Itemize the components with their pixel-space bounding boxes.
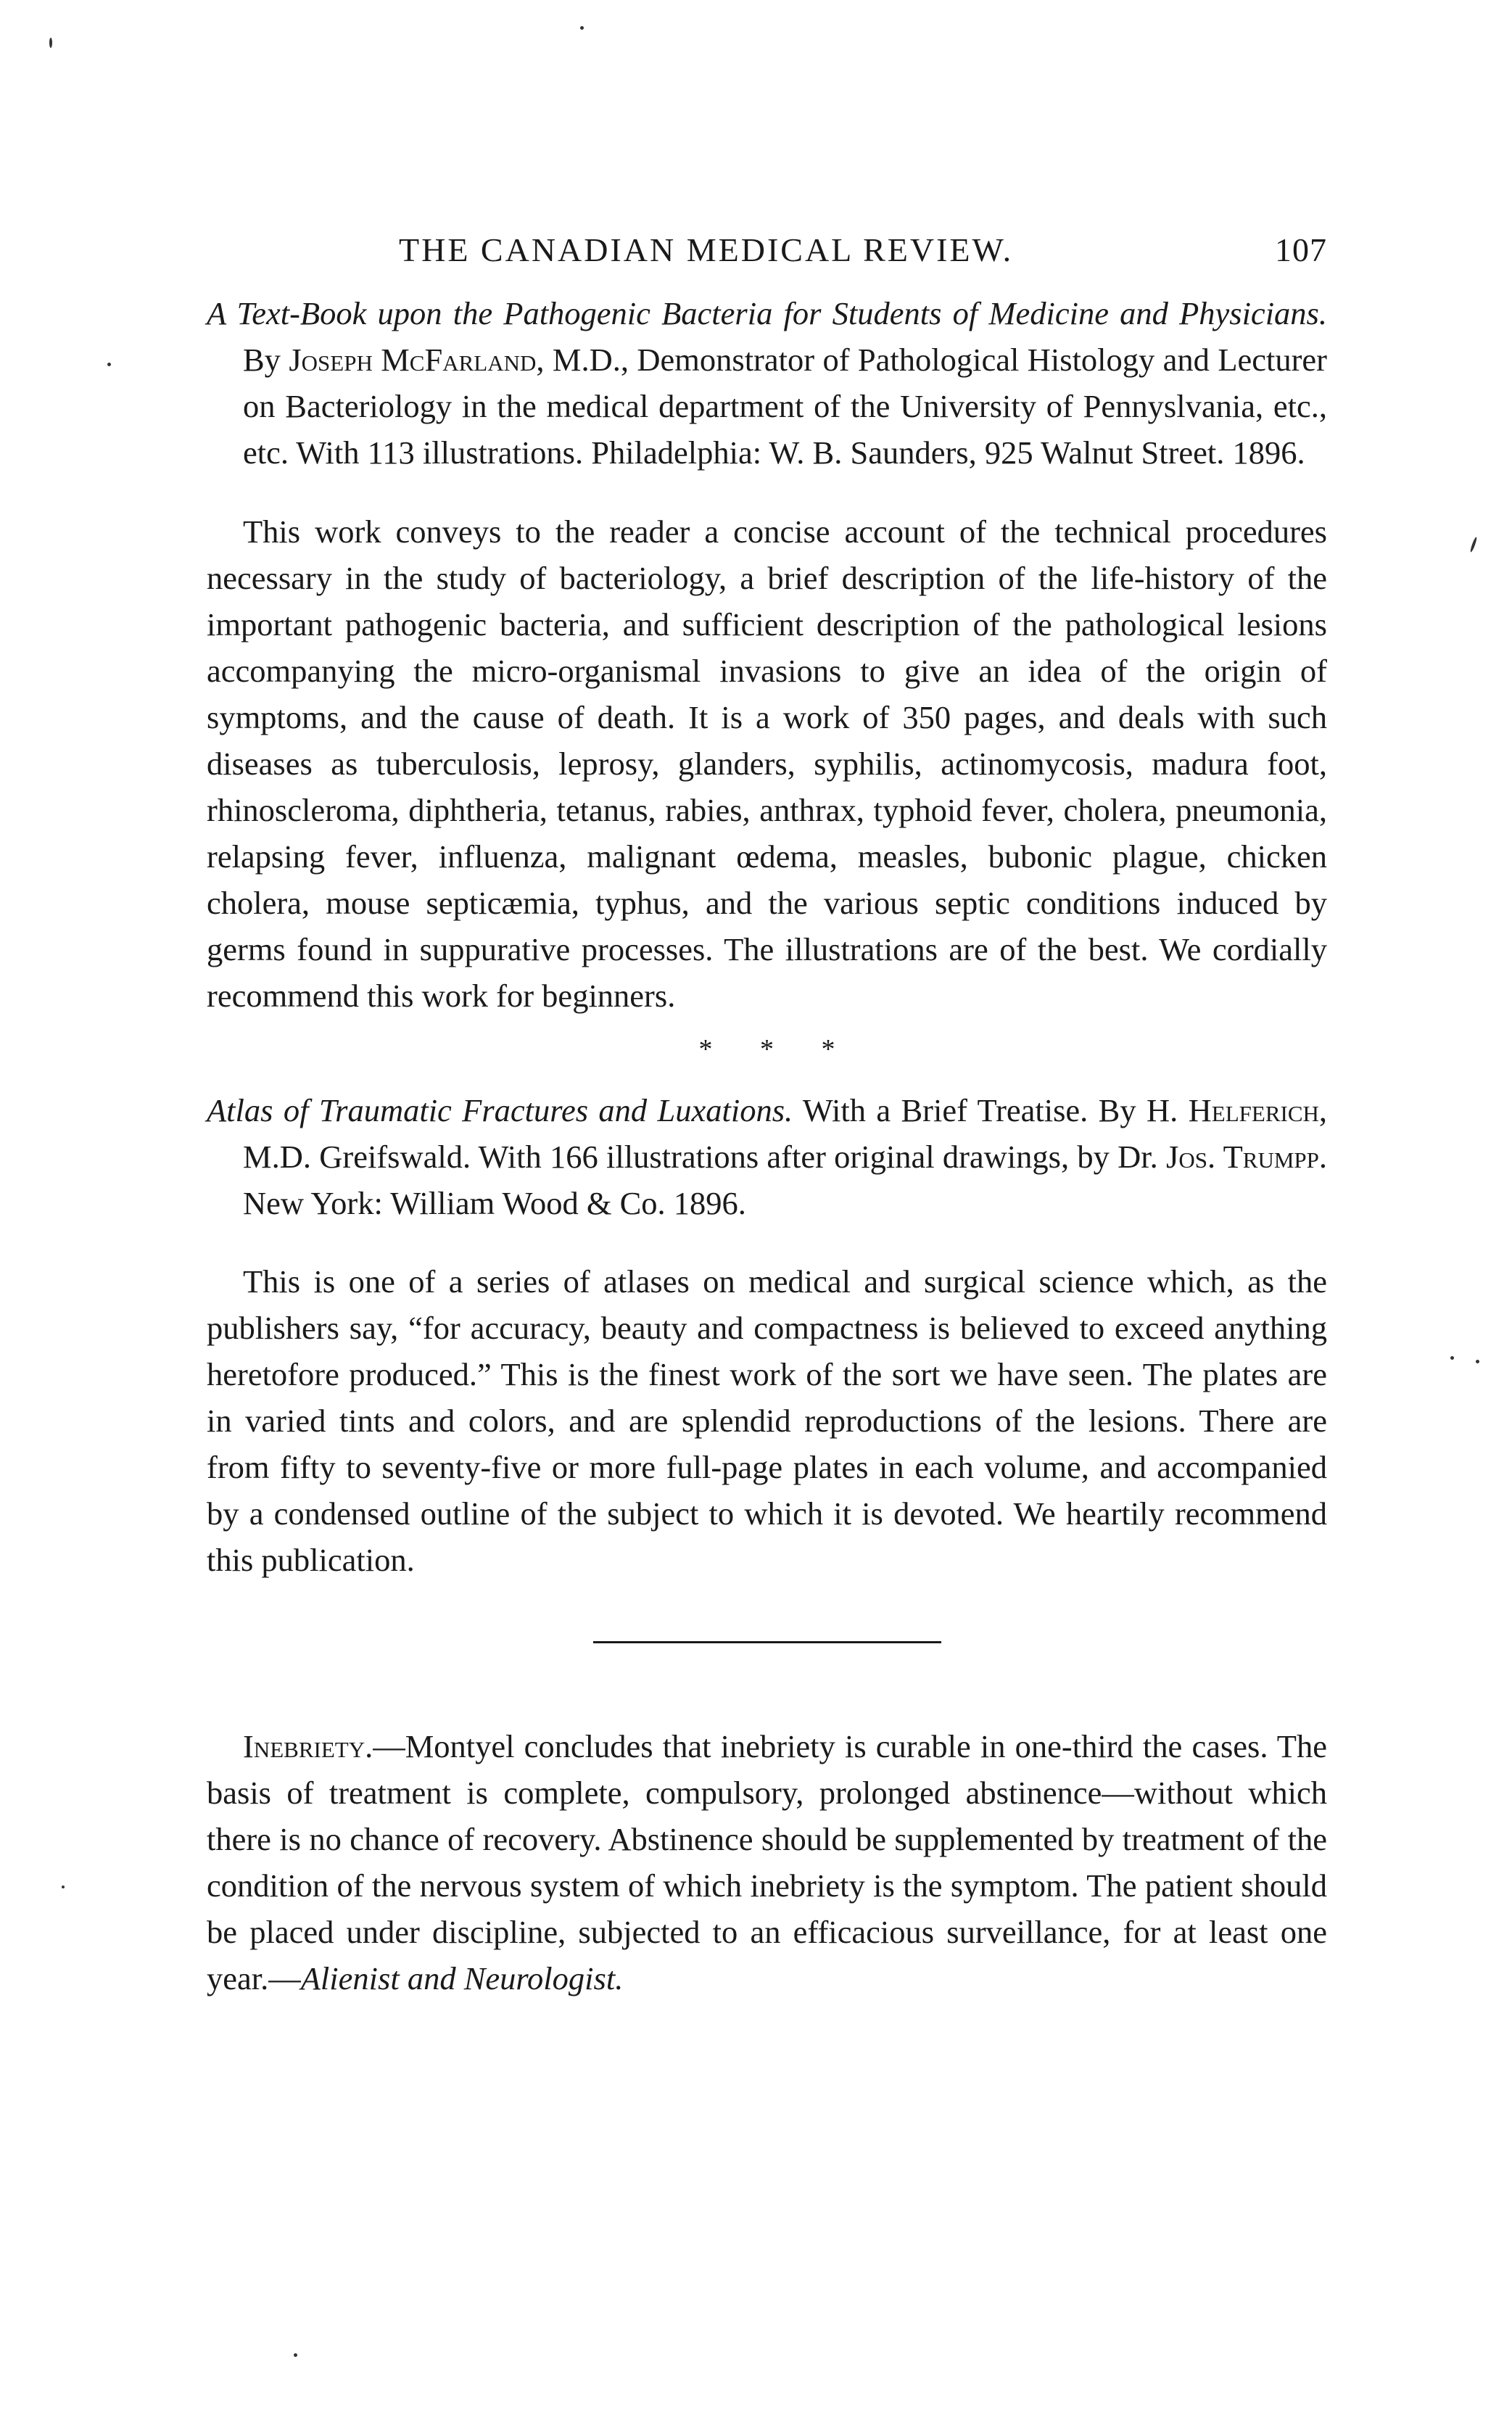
- page-number: 107: [1275, 231, 1327, 268]
- inebriety-source: Alienist and Neurologist.: [300, 1960, 624, 1996]
- review1-body: This work conveys to the reader a concise account of the technical procedures necessary in the study of bacteriology, a brief description of the life-history of the important pathogenic bacteria, and sufficient description of the pathological lesions accompanying the micro-organismal invasions to give an idea of the origin of symptoms, and the cause of death. It is a work of 350 pages, and deals with such diseases as tuberculosis, leprosy, glanders, syphilis, actinomycosis, madura foot, rhinoscleroma, diphtheria, tetanus, rabies, anthrax, typhoid fever, cholera, pneumonia, relapsing fever, influenza, malignant œdema, measles, bubonic plague, chicken cholera, mouse septicæmia, typhus, and the various septic conditions induced by germs found in suppurative processes. The illustrations are of the best. We cordially recommend this work for beginners.: [207, 513, 1327, 1014]
- review1-citation: [207, 290, 1327, 476]
- journal-title: THE CANADIAN MEDICAL REVIEW.: [399, 231, 1014, 268]
- inebriety-text: —Montyel concludes that inebriety is curable in one-third the cases. The basis of treatment is complete, compulsory, prolonged abstinence—without which there is no chance of recovery. Abstinence should be supplemented by treatment of the condition of the nervous system of which inebriety is the symptom. The patient should be placed under discipline, subjected to an efficacious surveillance, for at least one year.—: [207, 1728, 1327, 1996]
- review1-author: Joseph McFarland, M.D.,: [289, 342, 629, 378]
- section-separator-stars: * * *: [698, 1033, 856, 1065]
- review2-details-a: With a Brief Treatise. By: [802, 1091, 1136, 1128]
- page: [207, 231, 1327, 2002]
- review2-body: This is one of a series of atlases on medical and surgical science which, as the publishers say, “for accuracy, beauty and compactness is believed to exceed anything heretofore produced.” This is the finest work of the sort we have seen. The plates are in varied tints and colors, and are splendid reproductions of the lesions. There are from fifty to seventy-five or more full-page plates in each volume, and accompanied by a condensed outline of the subject to which it is devoted. We heartily recommend this publication.: [207, 1263, 1327, 1578]
- review1-title: A Text-Book upon the Pathogenic Bacteria for Students of Medicine and Physicians.: [207, 295, 1327, 331]
- review2-illustrator: Jos. Trumpp.: [1166, 1138, 1327, 1175]
- review2-author: H. Helferich, M.D.: [243, 1091, 1328, 1175]
- inebriety-paragraph: [207, 1723, 1327, 2002]
- review2-details-c: New York: William Wood & Co. 1896.: [243, 1184, 746, 1221]
- review2-details-b: Greifswald. With 166 illustrations after original drawings, by Dr.: [319, 1138, 1158, 1175]
- review1-details: Demonstrator of Pathological Histology and Lecturer on Bacteriology in the medical department of the University of Pennyslvania, etc., etc. With 113 illustrations. Philadelphia: W. B. Saunders, 925 Walnut Street. 1896.: [243, 342, 1328, 471]
- review2-citation: [207, 1087, 1327, 1226]
- review1-by: By: [243, 342, 281, 378]
- inebriety-lead: Inebriety.: [243, 1728, 373, 1764]
- horizontal-rule: [593, 1641, 941, 1643]
- review2-title: Atlas of Traumatic Fractures and Luxations.: [207, 1091, 793, 1128]
- running-header: [207, 231, 1327, 281]
